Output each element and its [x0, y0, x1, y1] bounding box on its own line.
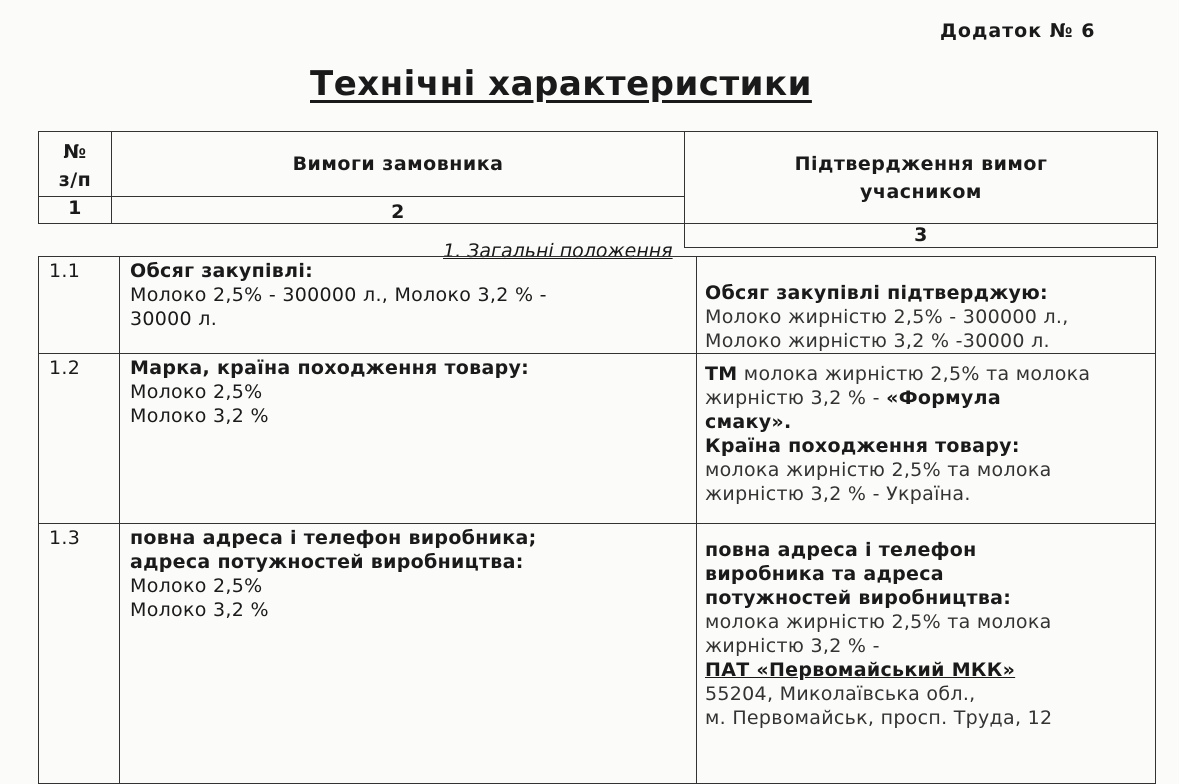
header-number-sign: №: [63, 141, 87, 163]
confirmation-line: молока жирністю 2,5% та молока: [705, 459, 1052, 481]
table-header: [38, 131, 1158, 248]
requirement-line: 30000 л.: [130, 308, 218, 330]
requirement-title: адреса потужностей виробництва:: [130, 551, 524, 573]
confirmation-title: виробника та адреса: [705, 563, 944, 585]
requirement-cell: [120, 257, 697, 354]
brand-name-2: смаку».: [705, 411, 792, 433]
header-col-confirmation: [685, 132, 1158, 224]
requirement-title: Обсяг закупівлі:: [130, 260, 314, 282]
company-address: м. Первомайськ, просп. Труда, 12: [705, 707, 1053, 729]
confirmation-line: молока жирністю 2,5% та молока: [705, 611, 1052, 633]
row-number: 1.3: [39, 524, 120, 784]
section-title: 1. Загальні положення: [443, 240, 673, 262]
header-spacer-1: [39, 224, 112, 248]
requirement-title: повна адреса і телефон виробника;: [130, 527, 537, 549]
requirement-cell: [120, 354, 697, 524]
row-number: 1.2: [39, 354, 120, 524]
table-row: [39, 257, 1156, 354]
confirmation-cell: [697, 257, 1156, 354]
confirmation-line: жирністю 3,2 % -: [705, 635, 880, 657]
trademark-text-2: жирністю 3,2 % -: [705, 387, 887, 409]
confirmation-cell: [697, 524, 1156, 784]
page-title: Технічні характеристики: [310, 64, 812, 104]
header-num-3: 3: [685, 224, 1158, 248]
country-title: Країна походження товару:: [705, 435, 1020, 457]
header-col-number: [39, 132, 112, 197]
header-confirmation-line2: учасником: [860, 181, 982, 203]
trademark-text: молока жирністю 2,5% та молока: [737, 363, 1091, 385]
table-row: [39, 524, 1156, 784]
requirement-line: Молоко 3,2 %: [130, 405, 269, 427]
table-row: [39, 354, 1156, 524]
header-col-requirements: [112, 132, 685, 197]
brand-name: «Формула: [886, 387, 1001, 409]
confirmation-line: [705, 362, 1149, 386]
confirmation-line: Молоко жирністю 2,5% - 300000 л.,: [705, 306, 1069, 328]
header-confirmation-line1: Підтвердження вимог: [794, 153, 1048, 175]
confirmation-line: жирністю 3,2 % - Україна.: [705, 483, 971, 505]
header-num-1: 1: [39, 197, 112, 224]
header-number-abbr: з/п: [58, 169, 92, 191]
requirement-title: Марка, країна походження товару:: [130, 357, 530, 379]
requirements-table: [38, 256, 1156, 784]
appendix-label: Додаток № 6: [940, 20, 1096, 42]
requirement-line: Молоко 2,5%: [130, 381, 263, 403]
requirement-cell: [120, 524, 697, 784]
confirmation-title: Обсяг закупівлі підтверджую:: [705, 282, 1048, 304]
header-requirements-label: Вимоги замовника: [292, 153, 504, 175]
confirmation-line: [705, 386, 1149, 410]
confirmation-cell: [697, 354, 1156, 524]
confirmation-line: Молоко жирністю 3,2 % -30000 л.: [705, 330, 1050, 352]
requirement-line: Молоко 3,2 %: [130, 599, 269, 621]
company-address: 55204, Миколаївська обл.,: [705, 683, 976, 705]
header-num-2: 2: [112, 197, 685, 224]
company-name: ПАТ «Первомайський МКК»: [705, 659, 1016, 681]
confirmation-title: потужностей виробництва:: [705, 587, 1012, 609]
requirement-line: Молоко 2,5% - 300000 л., Молоко 3,2 % -: [130, 284, 547, 306]
row-number: 1.1: [39, 257, 120, 354]
confirmation-title: повна адреса і телефон: [705, 539, 977, 561]
requirement-line: Молоко 2,5%: [130, 575, 263, 597]
trademark-label: ТМ: [705, 363, 738, 385]
